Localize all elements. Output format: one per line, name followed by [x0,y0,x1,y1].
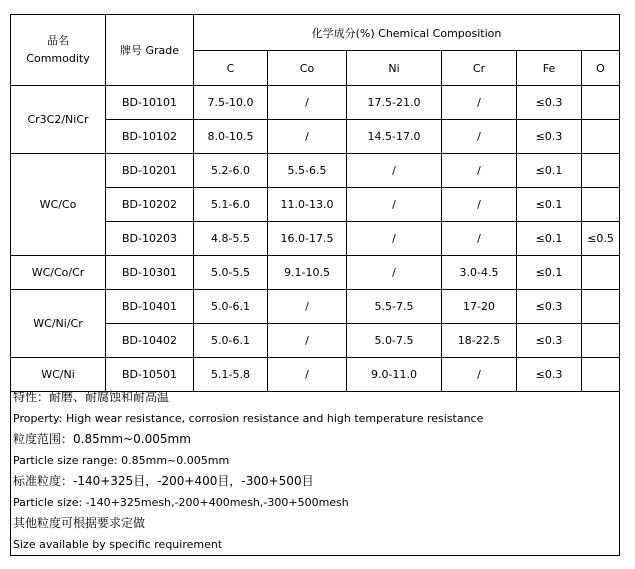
composition-cell-c: 5.0-5.5 [194,256,268,290]
grade-cell: BD-10402 [106,324,194,358]
element-header-cr: Cr [442,51,517,86]
composition-cell-c: 5.0-6.1 [194,324,268,358]
composition-cell-cr: 18-22.5 [442,324,517,358]
element-header-co: Co [268,51,347,86]
grade-cell: BD-10401 [106,290,194,324]
composition-cell-cr: 3.0-4.5 [442,256,517,290]
element-header-o: O [582,51,620,86]
note-line: Particle size: -140+325mesh,-200+400mesh,-300+500mesh [13,496,349,509]
grade-header: 牌号 Grade [106,15,194,86]
composition-table [10,14,620,392]
table-row [11,290,620,324]
note-line: 特性：耐磨、耐腐蚀和耐高温 [13,390,170,404]
composition-cell-fe: ≤0.1 [517,188,582,222]
note-line: Particle size range: 0.85mm~0.005mm [13,454,230,467]
composition-cell-c: 5.1-6.0 [194,188,268,222]
composition-cell-cr: / [442,188,517,222]
composition-cell-ni: / [347,256,442,290]
composition-cell-fe: ≤0.1 [517,256,582,290]
composition-cell-c: 5.0-6.1 [194,290,268,324]
composition-cell-fe: ≤0.3 [517,86,582,120]
composition-cell-o [582,120,620,154]
composition-cell-ni: 14.5-17.0 [347,120,442,154]
composition-cell-co: / [268,86,347,120]
composition-cell-co: 5.5-6.5 [268,154,347,188]
composition-cell-fe: ≤0.1 [517,154,582,188]
commodity-name: WC/Co [11,154,106,256]
commodity-header-cn: 品名 [47,34,69,47]
composition-cell-cr: / [442,86,517,120]
composition-cell-fe: ≤0.3 [517,120,582,154]
composition-cell-co: / [268,290,347,324]
composition-cell-fe: ≤0.1 [517,222,582,256]
element-header-fe: Fe [517,51,582,86]
composition-cell-cr: 17-20 [442,290,517,324]
composition-cell-o [582,188,620,222]
composition-cell-o [582,324,620,358]
composition-header: 化学成分(%) Chemical Composition [194,15,620,51]
composition-cell-co: 9.1-10.5 [268,256,347,290]
table-row [11,256,620,290]
grade-cell: BD-10201 [106,154,194,188]
composition-cell-o [582,256,620,290]
composition-cell-c: 8.0-10.5 [194,120,268,154]
composition-cell-fe: ≤0.3 [517,324,582,358]
note-line: 粒度范围：0.85mm~0.005mm [13,432,191,446]
composition-cell-o: ≤0.5 [582,222,620,256]
note-line: Size available by specific requirement [13,538,223,551]
composition-cell-co: / [268,358,347,392]
note-line: Property: High wear resistance, corrosion resistance and high temperature resistance [13,412,484,425]
composition-cell-ni: / [347,154,442,188]
composition-cell-ni: / [347,188,442,222]
note-line: 其他粒度可根据要求定做 [13,516,146,530]
composition-cell-co: 16.0-17.5 [268,222,347,256]
grade-cell: BD-10101 [106,86,194,120]
commodity-header-en: Commodity [26,52,90,65]
grade-cell: BD-10102 [106,120,194,154]
composition-cell-ni: 5.0-7.5 [347,324,442,358]
composition-cell-c: 7.5-10.0 [194,86,268,120]
composition-cell-cr: / [442,154,517,188]
composition-cell-ni: 17.5-21.0 [347,86,442,120]
element-header-ni: Ni [347,51,442,86]
grade-cell: BD-10301 [106,256,194,290]
composition-cell-ni: / [347,222,442,256]
composition-cell-ni: 5.5-7.5 [347,290,442,324]
composition-cell-o [582,86,620,120]
composition-cell-co: / [268,324,347,358]
composition-cell-fe: ≤0.3 [517,290,582,324]
composition-cell-ni: 9.0-11.0 [347,358,442,392]
commodity-name: Cr3C2/NiCr [11,86,106,154]
commodity-name: WC/Ni [11,358,106,392]
grade-cell: BD-10203 [106,222,194,256]
element-header-c: C [194,51,268,86]
composition-cell-cr: / [442,222,517,256]
composition-cell-o [582,290,620,324]
composition-cell-cr: / [442,358,517,392]
table-row [11,86,620,120]
commodity-name: WC/Co/Cr [11,256,106,290]
composition-cell-fe: ≤0.3 [517,358,582,392]
grade-cell: BD-10501 [106,358,194,392]
note-line: 标准粒度：-140+325目，-200+400目，-300+500目 [13,474,314,488]
composition-cell-c: 5.2-6.0 [194,154,268,188]
composition-cell-o [582,154,620,188]
commodity-header [11,15,106,86]
composition-cell-co: / [268,120,347,154]
notes-section [10,387,620,555]
table-row [11,154,620,188]
commodity-name: WC/Ni/Cr [11,290,106,358]
composition-cell-c: 5.1-5.8 [194,358,268,392]
grade-cell: BD-10202 [106,188,194,222]
composition-cell-c: 4.8-5.5 [194,222,268,256]
composition-cell-cr: / [442,120,517,154]
composition-cell-co: 11.0-13.0 [268,188,347,222]
